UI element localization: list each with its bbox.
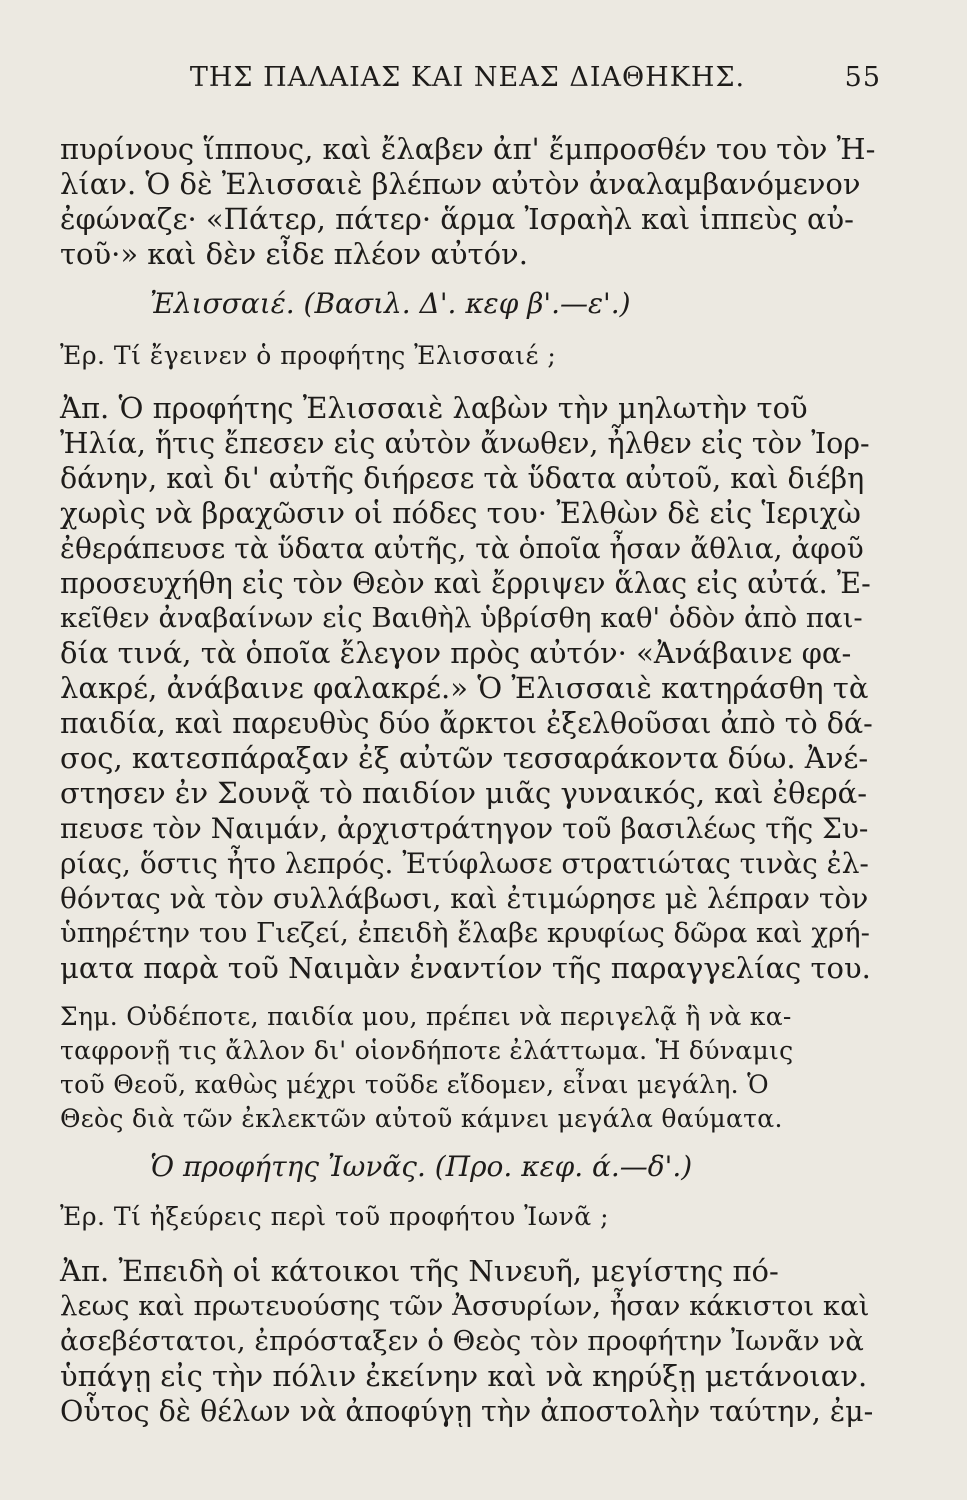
text-line: Ἀπ. Ὁ προφήτης Ἐλισσαιὲ λαβὼν τὴν μηλωτὴν τοῦ	[60, 391, 808, 425]
text-line: ταφρονῇ τις ἄλλον δι' οἱονδήποτε ἐλάττωμα. Ἡ δύναμις	[60, 1036, 794, 1065]
text-line: ρίας, ὅστις ἦτο λεπρός. Ἐτύφλωσε στρατιώτας τινὰς ἐλ-	[60, 847, 869, 880]
text-line: Θεὸς διὰ τῶν ἐκλεκτῶν αὐτοῦ κάμνει μεγάλα θαύματα.	[60, 1104, 783, 1133]
page-number: 55	[844, 62, 881, 93]
text-line: λίαν. Ὁ δὲ Ἐλισσαιὲ βλέπων αὐτὸν ἀναλαμβανόμενον	[60, 167, 861, 201]
text-line: πυρίνους ἵππους, καὶ ἔλαβεν ἀπ' ἔμπροσθέν του τὸν Ἠ-	[60, 132, 876, 166]
text-line: πευσε τὸν Ναιμάν, ἀρχιστράτηγον τοῦ βασιλέως τῆς Συ-	[60, 812, 869, 845]
text-line: προσευχήθη εἰς τὸν Θεὸν καὶ ἔρριψεν ἅλας εἰς αὐτά. Ἐ-	[60, 567, 871, 600]
text-line: δάνην, καὶ δι' αὐτῆς διήρεσε τὰ ὕδατα αὐτοῦ, καὶ διέβη	[60, 462, 865, 495]
text-line: ἐφώναζε· «Πάτερ, πάτερ· ἅρμα Ἰσραὴλ καὶ ἱππεὺς αὐ-	[60, 202, 854, 236]
text-line: ἐθεράπευσε τὰ ὕδατα αὐτῆς, τὰ ὁποῖα ἦσαν ἄθλια, ἀφοῦ	[60, 532, 864, 565]
text-line: παιδία, καὶ παρευθὺς δύο ἄρκτοι ἐξελθοῦσαι ἀπὸ τὸ δά-	[60, 707, 873, 740]
text-line: χωρὶς νὰ βραχῶσιν οἱ πόδες του· Ἐλθὼν δὲ εἰς Ἱεριχὼ	[60, 496, 861, 530]
text-line: ὑπάγῃ εἰς τὴν πόλιν ἐκείνην καὶ νὰ κηρύξῃ μετάνοιαν.	[60, 1359, 868, 1393]
answer-elisha	[60, 391, 875, 986]
answer-jonah	[60, 1254, 875, 1429]
text-line: λεως καὶ πρωτευούσης τῶν Ἀσσυρίων, ἦσαν κάκιστοι καὶ	[60, 1290, 870, 1322]
text-line: κεῖθεν ἀναβαίνων εἰς Βαιθὴλ ὑβρίσθη καθ' ὁδὸν ἀπὸ παι-	[60, 602, 863, 634]
text-line: ὑπηρέτην του Γιεζεί, ἐπειδὴ ἔλαβε κρυφίως δῶρα καὶ χρή-	[60, 917, 870, 949]
text-line: λακρέ, ἀνάβαινε φαλακρέ.» Ὁ Ἐλισσαιὲ κατηράσθη τὰ	[60, 671, 869, 705]
text-line: ματα παρὰ τοῦ Ναιμὰν ἐναντίον τῆς παραγγελίας του.	[60, 951, 871, 985]
note-paragraph	[60, 1000, 875, 1136]
text-line: Σημ. Οὐδέποτε, παιδία μου, πρέπει νὰ περιγελᾷ ἢ νὰ κα-	[60, 1002, 792, 1031]
text-line: τοῦ·» καὶ δὲν εἶδε πλέον αὐτόν.	[60, 237, 528, 271]
running-header	[60, 62, 881, 102]
text-line: Ἀπ. Ἐπειδὴ οἱ κάτοικοι τῆς Νινευῆ, μεγίστης πό-	[60, 1254, 779, 1288]
text-line: σος, κατεσπάραξαν ἐξ αὐτῶν τεσσαράκοντα δύω. Ἀνέ-	[60, 741, 869, 775]
text-line: στησεν ἐν Σουνᾷ τὸ παιδίον μιᾶς γυναικός, καὶ ἐθερά-	[60, 776, 868, 810]
intro-paragraph	[60, 132, 875, 272]
section-title-jonah: Ὁ προφήτης Ἰωνᾶς. (Προ. κεφ. ά.—δ'.)	[150, 1150, 693, 1183]
text-line: Ἠλία, ἥτις ἔπεσεν εἰς αὐτὸν ἄνωθεν, ἦλθεν εἰς τὸν Ἰορ-	[60, 427, 870, 460]
text-line: δία τινά, τὰ ὁποῖα ἔλεγον πρὸς αὐτόν· «Ἀνάβαινε φα-	[60, 636, 852, 670]
text-line: τοῦ Θεοῦ, καθὼς μέχρι τοῦδε εἴδομεν, εἶναι μεγάλη. Ὁ	[60, 1070, 769, 1099]
running-title: ΤΗΣ ΠΑΛΑΙΑΣ ΚΑΙ ΝΕΑΣ ΔΙΑΘΗΚΗΣ.	[189, 62, 746, 93]
text-line: θόντας νὰ τὸν συλλάβωσι, καὶ ἐτιμώρησε μὲ λέπραν τὸν	[60, 882, 869, 915]
text-line: ἀσεβέστατοι, ἐπρόσταξεν ὁ Θεὸς τὸν προφήτην Ἰωνᾶν νὰ	[60, 1325, 864, 1357]
question-elisha: Ἐρ. Τί ἔγεινεν ὁ προφήτης Ἐλισσαιέ ;	[60, 341, 557, 370]
section-title-elisha: Ἐλισσαιέ. (Βασιλ. Δ'. κεφ β'.—ε'.)	[150, 287, 631, 320]
question-jonah: Ἐρ. Τί ἠξεύρεις περὶ τοῦ προφήτου Ἰωνᾶ ;	[60, 1202, 610, 1231]
text-line: Οὗτος δὲ θέλων νὰ ἀποφύγῃ τὴν ἀποστολὴν ταύτην, ἐμ-	[60, 1395, 874, 1428]
